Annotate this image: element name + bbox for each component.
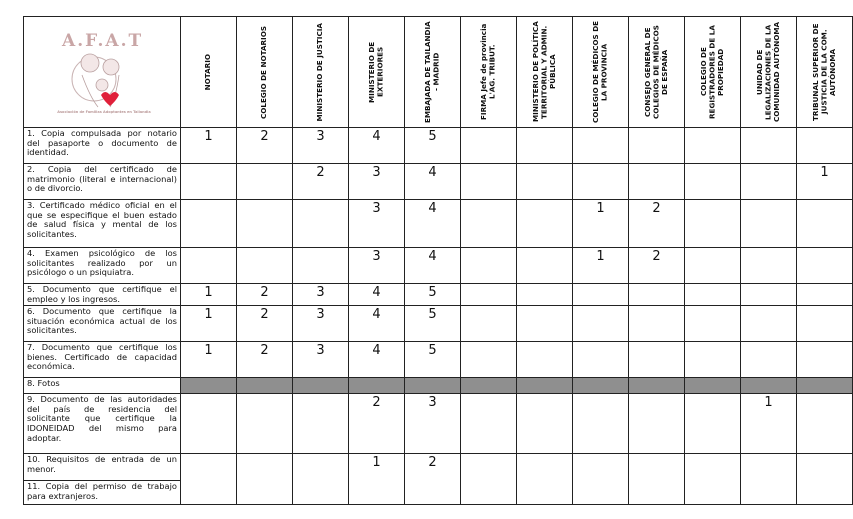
table-cell: 3 <box>349 164 405 200</box>
table-cell <box>797 284 853 306</box>
logo-cell <box>24 17 181 128</box>
table-cell <box>629 394 685 454</box>
table-cell <box>181 200 237 248</box>
table-row <box>24 284 853 306</box>
table-row <box>24 342 853 378</box>
table-cell <box>293 248 349 284</box>
table-row <box>24 248 853 284</box>
table-cell <box>741 200 797 248</box>
table-cell: 1 <box>181 342 237 378</box>
row-label <box>24 200 181 248</box>
row-label <box>24 394 181 454</box>
table-cell <box>741 306 797 342</box>
table-cell: 2 <box>349 394 405 454</box>
table-cell <box>237 394 293 454</box>
table-cell: 2 <box>293 164 349 200</box>
table-cell: 5 <box>405 284 461 306</box>
row-label-text: 11. Copia del permiso de trabajo para extranjeros. <box>27 481 177 501</box>
table-cell <box>517 454 573 505</box>
table-cell <box>685 342 741 378</box>
table-cell <box>629 342 685 378</box>
table-cell: 1 <box>573 200 629 248</box>
table-cell <box>181 164 237 200</box>
table-cell <box>237 164 293 200</box>
table-cell: 4 <box>405 248 461 284</box>
table-cell: 5 <box>405 306 461 342</box>
col-head-ministerio-justicia: MINISTERIO DE JUSTICIA <box>293 17 349 128</box>
table-cell <box>741 164 797 200</box>
table-cell: 2 <box>629 200 685 248</box>
table-cell <box>237 200 293 248</box>
table-cell <box>741 248 797 284</box>
table-cell <box>293 378 349 394</box>
table-cell <box>741 284 797 306</box>
table-cell <box>741 378 797 394</box>
table-cell: 1 <box>573 248 629 284</box>
col-head-colegio-medicos: COLEGIO DE MÉDICOS DE LA PROVINCIA <box>573 17 629 128</box>
table-cell <box>517 394 573 454</box>
col-head-ministerio-politica: MINISTERIO DE POLÍTICA TERRITORIAL Y ADMIN. PÚBLICA <box>517 17 573 128</box>
row-label <box>24 306 181 342</box>
table-cell <box>461 164 517 200</box>
table-cell <box>573 394 629 454</box>
table-cell <box>797 342 853 378</box>
table-cell <box>517 248 573 284</box>
table-cell <box>797 306 853 342</box>
header-row <box>24 17 853 128</box>
col-head-ministerio-exteriores: MINISTERIO DE EXTERIORES <box>349 17 405 128</box>
row-label <box>24 342 181 378</box>
table-cell: 3 <box>293 128 349 164</box>
table-cell: 2 <box>629 248 685 284</box>
table-cell <box>181 378 237 394</box>
table-cell: 5 <box>405 342 461 378</box>
table-cell <box>461 248 517 284</box>
table-cell <box>797 128 853 164</box>
table-cell: 2 <box>405 454 461 505</box>
table-cell: 3 <box>405 394 461 454</box>
table-row <box>24 128 853 164</box>
table-cell: 1 <box>181 128 237 164</box>
row-label-text: 4. Examen psicológico de los solicitantes realizado por un psicólogo o un psiquiatra. <box>27 248 177 278</box>
table-cell <box>797 454 853 505</box>
table-cell <box>517 284 573 306</box>
table-cell: 3 <box>293 306 349 342</box>
row-label-text: 6. Documento que certifique la situación económica actual de los solicitantes. <box>27 306 177 336</box>
table-cell: 3 <box>349 200 405 248</box>
table-cell <box>461 394 517 454</box>
table-cell: 1 <box>797 164 853 200</box>
table-cell <box>629 454 685 505</box>
table-cell <box>237 248 293 284</box>
table-cell <box>629 378 685 394</box>
table-cell <box>797 200 853 248</box>
table-cell: 4 <box>349 306 405 342</box>
row-label <box>24 248 181 284</box>
table-cell <box>349 378 405 394</box>
table-row <box>24 164 853 200</box>
table-cell <box>685 394 741 454</box>
col-head-firma-jefe: FIRMA Jefe de provincia L'AG. TRIBUT. <box>461 17 517 128</box>
row-label-text: 2. Copia del certificado de matrimonio (literal e internacional) o de divorcio. <box>27 164 177 194</box>
table-body <box>24 128 853 505</box>
table-cell <box>573 378 629 394</box>
row-label-text: 10. Requisitos de entrada de un menor. <box>27 454 177 474</box>
table-cell <box>741 128 797 164</box>
table-cell <box>629 306 685 342</box>
row-label <box>24 128 181 164</box>
col-head-colegio-notarios: COLEGIO DE NOTARIOS <box>237 17 293 128</box>
table-cell <box>741 454 797 505</box>
table-cell: 3 <box>293 284 349 306</box>
table-cell <box>517 306 573 342</box>
table-cell <box>629 128 685 164</box>
table-cell <box>181 454 237 505</box>
table-cell <box>461 128 517 164</box>
table-cell <box>573 128 629 164</box>
table-cell <box>517 200 573 248</box>
table-row <box>24 200 853 248</box>
table-cell: 2 <box>237 284 293 306</box>
row-label <box>24 454 181 505</box>
row-label-text: 8. Fotos <box>27 378 60 389</box>
table-cell <box>461 284 517 306</box>
table-cell: 4 <box>349 342 405 378</box>
table-cell: 1 <box>181 306 237 342</box>
table-row <box>24 378 853 394</box>
col-head-notario: NOTARIO <box>181 17 237 128</box>
table-cell <box>685 164 741 200</box>
afat-logo <box>24 17 180 127</box>
table-row <box>24 454 853 505</box>
row-label-text: 1. Copia compulsada por notario del pasaporte o documento de identidad. <box>27 128 177 158</box>
row-label <box>24 164 181 200</box>
table-cell <box>685 128 741 164</box>
table-cell <box>461 378 517 394</box>
table-cell <box>517 128 573 164</box>
table-cell: 4 <box>405 200 461 248</box>
table-cell: 5 <box>405 128 461 164</box>
table-cell <box>517 378 573 394</box>
table-cell <box>797 248 853 284</box>
table-cell <box>461 454 517 505</box>
table-cell: 2 <box>237 306 293 342</box>
table-cell: 4 <box>405 164 461 200</box>
row-label-text: 9. Documento de las autoridades del país de residencia del solicitante que certifique la IDONEIDAD del mismo para adoptar. <box>27 394 177 443</box>
col-head-tribunal-superior: TRIBUNAL SUPERIOR DE JUSTICIA DE LA COM. AUTÓNOMA <box>797 17 853 128</box>
col-head-unidad-legalizaciones: UNIDAD DE LEGALIZACIONES DE LA COMUNIDAD AUTÓNOMA <box>741 17 797 128</box>
col-head-colegio-registradores: COLEGIO DE REGISTRADORES DE LA PROPIEDAD <box>685 17 741 128</box>
col-head-embajada: EMBAJADA DE TAILANDIA - MADRID <box>405 17 461 128</box>
table-cell <box>405 378 461 394</box>
table-cell <box>685 306 741 342</box>
table-cell <box>293 200 349 248</box>
requirements-table <box>23 16 853 505</box>
table-cell: 4 <box>349 128 405 164</box>
table-cell: 1 <box>741 394 797 454</box>
table-cell <box>517 164 573 200</box>
table-cell <box>685 378 741 394</box>
table-cell <box>181 248 237 284</box>
table-row <box>24 394 853 454</box>
table-cell <box>741 342 797 378</box>
table-cell <box>237 454 293 505</box>
table-row <box>24 306 853 342</box>
table-cell <box>293 394 349 454</box>
table-cell <box>797 394 853 454</box>
table-cell <box>685 284 741 306</box>
table-cell <box>685 454 741 505</box>
row-label-text: 7. Documento que certifique los bienes. Certificado de capacidad económica. <box>27 342 177 372</box>
table-cell <box>517 342 573 378</box>
table-cell: 4 <box>349 284 405 306</box>
table-cell <box>629 284 685 306</box>
table-cell <box>629 164 685 200</box>
table-cell: 2 <box>237 128 293 164</box>
logo-text: A.F.A.T <box>62 31 144 51</box>
table-cell: 1 <box>349 454 405 505</box>
row-label-text: 5. Documento que certifique el empleo y los ingresos. <box>27 284 177 304</box>
table-cell <box>685 248 741 284</box>
row-label <box>24 284 181 306</box>
table-cell <box>573 454 629 505</box>
logo-subtitle: Asociación de Familias Adoptantes en Tailandia <box>57 110 151 114</box>
table-cell: 1 <box>181 284 237 306</box>
table-cell <box>293 454 349 505</box>
table-cell <box>573 342 629 378</box>
col-head-consejo-medicos: CONSEJO GENERAL DE COLEGIOS DE MÉDICOS DE ESPAÑA <box>629 17 685 128</box>
table-cell: 3 <box>349 248 405 284</box>
table-cell: 2 <box>237 342 293 378</box>
table-cell <box>573 306 629 342</box>
table-cell <box>685 200 741 248</box>
table-cell <box>461 342 517 378</box>
table-cell <box>461 200 517 248</box>
row-label-text: 3. Certificado médico oficial en el que se especifique el buen estado de salud física y mental de los solicitantes. <box>27 200 177 239</box>
table-cell <box>461 306 517 342</box>
table-cell: 3 <box>293 342 349 378</box>
table-cell <box>237 378 293 394</box>
table-cell <box>181 394 237 454</box>
row-label <box>24 378 181 394</box>
table-cell <box>573 164 629 200</box>
table-cell <box>573 284 629 306</box>
table-cell <box>797 378 853 394</box>
